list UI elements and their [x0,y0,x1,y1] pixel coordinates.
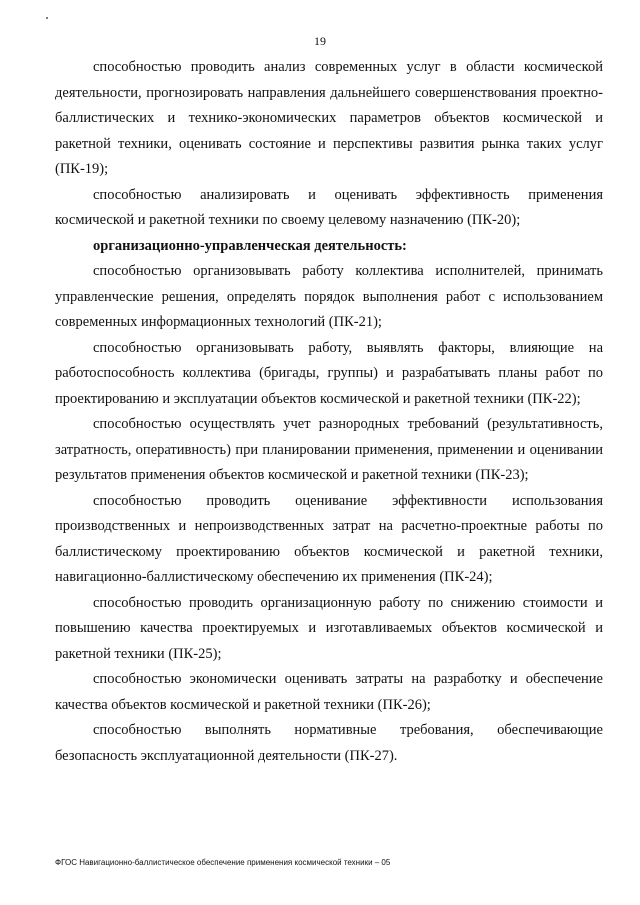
paragraph-pk-19: способностью проводить анализ современных услуг в области космической деятельности, прогнозировать направления дальнейшего совершенствования проектно-баллистических и технико-экономических параметров объектов космической и ракетной техники, оценивать состояние и перспективы развития рынка таких услуг (ПК-19); [55,59,603,177]
scan-speck [46,17,48,19]
section-heading: организационно-управленческая деятельность: [93,237,407,254]
document-body [55,55,603,769]
paragraph-pk-21: способностью организовывать работу коллектива исполнителей, принимать управленческие решения, определять порядок выполнения работ с использованием современных информационных технологий (ПК-21); [55,263,603,330]
paragraph-pk-26: способностью экономически оценивать затраты на разработку и обеспечение качества объектов космической и ракетной техники (ПК-26); [55,671,603,713]
paragraph-pk-23: способностью осуществлять учет разнородных требований (результативность, затратность, оперативность) при планировании применения, применении и оценивании результатов применения объектов космической и ракетной техники (ПК-23); [55,416,603,483]
paragraph-pk-20: способностью анализировать и оценивать эффективность применения космической и ракетной техники по своему целевому назначению (ПК-20); [55,186,603,228]
page-number: 19 [314,34,326,48]
paragraph-pk-24: способностью проводить оценивание эффективности использования производственных и непроизводственных затрат на расчетно-проектные работы по баллистическому проектированию объектов космической и ракетной техники, навигационно-баллистическому обеспечению их применения (ПК-24); [55,492,603,585]
paragraph-pk-27: способностью выполнять нормативные требования, обеспечивающие безопасность эксплуатационной деятельности (ПК-27). [55,722,603,764]
page-footer: ФГОС Навигационно-баллистическое обеспечение применения космической техники – 05 [55,858,391,867]
paragraph-pk-22: способностью организовывать работу, выявлять факторы, влияющие на работоспособность коллектива (бригады, группы) и разрабатывать планы работ по проектированию и эксплуатации объектов космической и ракетной техники (ПК-22); [55,339,603,407]
paragraph-pk-25: способностью проводить организационную работу по снижению стоимости и повышению качества проектируемых и изготавливаемых объектов космической и ракетной техники (ПК-25); [55,594,603,662]
